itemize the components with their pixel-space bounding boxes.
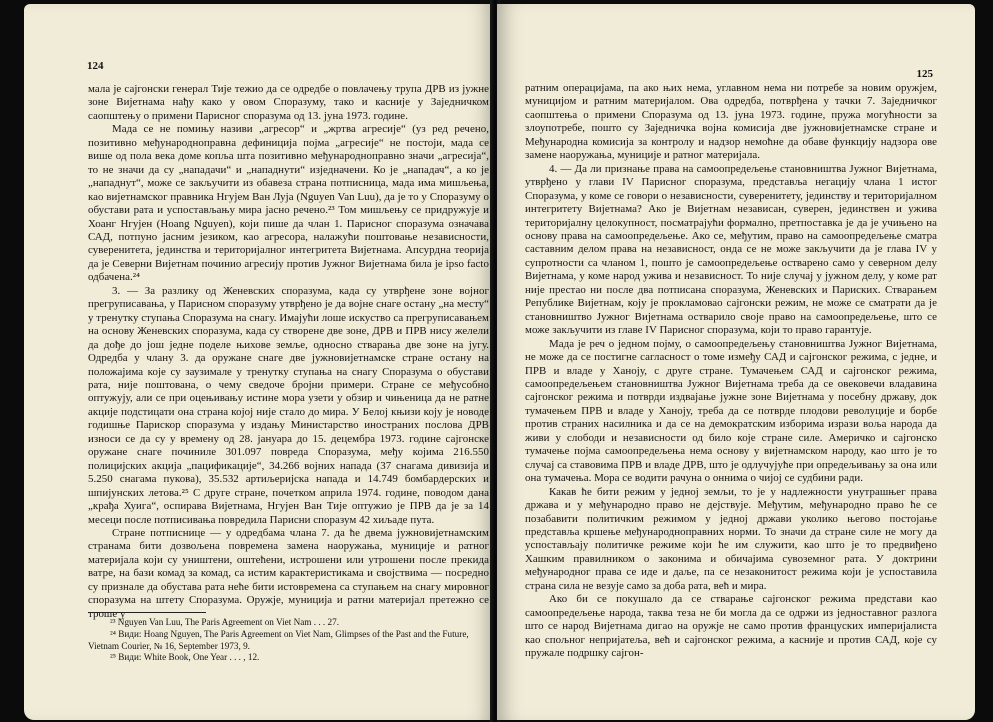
paragraph: 4. — Да ли признање права на самоопредељење становништва Јужног Вијетнама, утврђено у глави IV Парисног споразума, представља негацију члана 1 истог Споразума, у коме се говори о независности, суверенитету, јединству и територијалном интегритету Вијетнама? Ако је Вијетнам независан, суверен, јединствен и ужива територијалну целокупност, посматрајући формално, претпоставка је да је учињено на основу права на самоопредељење. Ако се, међутим, право на самоопредељење сматра саставним делом права на независност, онда се не може закључити да је глава IV у супротности са чланом 1, пошто је самоопредељење остварено само у северном делу Вијетнама, у коме народ ужива и независност. То није случај у јужном делу, у коме рат није престао ни после два потписана споразума, Женевских и Париских. Стварањем Републике Вијетнам, коју је прокламовао сајгонски режим, не може се сматрати да је становништво Јужног Вијетнама остварило своје право на самоопредељење, што се може закључити из главе IV Парисног споразума, који то право гарантује. [525, 162, 937, 337]
footnotes [88, 617, 489, 664]
left-page [24, 4, 494, 720]
footnote: ²⁴ Види: Hoang Nguyen, The Paris Agreement on Viet Nam, Glimpses of the Past and the Future, Vietnam Courier, № 16, September 1973, 9. [88, 628, 469, 651]
paragraph: мала је сајгонски генерал Тије тежио да се одредбе о повлачењу трупа ДРВ из јужне зоне Вијетнама нађу како у овом Споразуму, тако и касније у Заједничком саопштењу о примени Парисног споразума од 13. јуна 1973. године. [88, 83, 489, 122]
paragraph: ратним операцијама, па ако њих нема, углавном нема ни потребе за новим оружјем, муницијом и ратним материјалом. Ова одредба, потврђена у тачки 7. Заједничког саопштења о примени Споразума од 13. јуна 1973. године, пружа могућности за злоупотребе, пошто су Заједничка војна комисија две јужновијетнамске стране и Међународна комисија за контролу и надзор немоћне да обаве функцију надзора ове замене наоружања, муниције и ратног материјала. [525, 82, 937, 162]
left-body-text [88, 83, 489, 621]
paragraph: 3. — За разлику од Женевских споразума, када су утврђене зоне војног прегруписавања, у Парисном споразуму утврђено је да војне снаге остану „на месту“ у тренутку ступања Споразума на снагу. Имајући лоше искуство са прегруписавањем на основу Женевских споразума, када су створене две зоне, ДРВ и ПРВ нису желели да дође до још једне поделе њихове земље, односно стварања две зоне на југу. Одредба у члану 3. да оружане снаге две јужновијетнамске стране остану на положајима које су заузимале у тренутку ступања на снагу Споразума о обустави рата, није поштована, о чему сведоче бројни примери. Стране се међусобно оптужују, али се при оцењивању истине мора узети у обзир и чињеница да не ратне акције подстицати она страна којој није стало до мира. У Белој књизи коју је новоде годишње Парискор споразума у издању Министарство иностраних послова ДРВ износи се да су у времену од 28. јануара до 15. децембра 1973. године сајгонске оружане снаге починиле 301.097 повреда Споразума, међу којима 216.550 полицијских акција „пацификације“, 34.266 војних напада (37 снагама дивизија и 5.250 снагама пукова), 35.532 артиљеријска напада и 14.749 бомбардерских и шпијунских летова.²⁵ С друге стране, почетком априла 1974. године, поводом дана „крађа Хуига“, оспирава Вијетнама, Нгујен Ван Тије оптужио је ПРВ да је за 14 месеци после потписивања повредила Парисни споразум 42 хиљаде пута. [88, 284, 489, 526]
paragraph: Ако би се покушало да се стварање сајгонског режима представи као самоопредељење народа, таква теза не би могла да се одржи из једноставног разлога што се народ Вијетнама дигао на оружје не само против француских империјалиста као спољног непријатеља, већ и сајгонског режима, а касније и против САД, које су пружале подршку сајгон- [525, 593, 937, 660]
paragraph: Мада се не помињу називи „агресор“ и „жртва агресије“ (уз ред речено, позитивно међународноправна дефиниција појма „агресије“ не постоји, мада се више од пола века доме копља шта позитивно међународноправно значи „агресија“, то не значи да су „нападачи“ и „нападнути“ изједначени. Ко је „нападач“, а ко је „нападнут“, може се закључити из обавеза страна потписница, мада има мишљења, као вијетнамског правника Нгујем Ван Луја (Nguyen Van Luu), да је то у Споразуму о обустави рата и успостављању мира јасно речено.²³ Том мишљењу се придружује и Хоанг Нгујен (Hoang Nguyen), који пише да члан 1. Парисног споразума означава САД, потпуно јасним језиком, као агресора, налажући поштовање независности, суверенитета, јединства и територијалног интегритета Вијетнама. Апсурдна теорија да је Северни Вијетнам починио агресију против Јужног Вијетнама била је ipso facto одбачена.²⁴ [88, 123, 489, 284]
right-body-text [525, 82, 937, 660]
paragraph: Какав ће бити режим у једној земљи, то је у надлежности унутрашњег права држава и у међународно право не дејствује. Међутим, међународно право ће се позабавити политичким режимом у једној држави уколико његово постојање представља кршење међународноправних норми. То значи да стране силе не могу да успостављају политичке режиме који ће им служити, као што је то предвиђено Хашким правилником о законима и обичајима сувоземног рата. У доктрини међународног права се иде и даље, па се незаконитост режима који је успоставила страна сила не везује само за доба рата, већ и мира. [525, 485, 937, 592]
paragraph: Стране потписнице — у одредбама члана 7. да ће двема јужновијетнамским странама бити дозвољена повремена замена наоружања, муниције и ратног материјала који су уништени, оштећени, истрошени или утрошени после прекида ватре, на бази комад за комад, са истим карактеристикама и својствима — посредно су признале да обустава рата неће бити истовремена са ступањем на снагу мировног споразума на штету Споразума. Оружје, муниција и ратни материјал претежно се троше у [88, 526, 489, 620]
footnote: ²³ Nguyen Van Luu, The Paris Agreement on Viet Nam . . . 27. [110, 617, 339, 627]
footnote: ²⁵ Види: White Book, One Year . . . , 12. [110, 652, 260, 663]
right-page [497, 4, 975, 720]
paragraph: Мада је реч о једном појму, о самоопредељењу становништва Јужног Вијетнама, не може да се постигне сагласност о томе између САД и сајгонског режима, с једне, и ПРВ и владе у Ханоју, с друге стране. Тумачењем САД и сајгонског режима, самоопредељењем становништва Јужног Вијетнама треба да се овековечи владавина сајгонског режима и потврди издвајање јужне зоне Вијетнама у посебну државу, док тумачењем ПРВ и владе у Ханоју, треба да се потврде плодови револуције и борбе против страних насилника и да се на демократским изборима изрази воља народа да живи у слободи и независности од било које стране силе. Америчко и сајгонско тумачење појма самоопредељења нема основу у вијетнамском народу, као што је то случај са ставовима ПРВ и владе ДРВ, што је одлучујуће при опредељивању за она или она тумачења. Мора се водити рачуна о оннима о чијој се судбини ради. [525, 337, 937, 485]
page-number: 125 [916, 68, 933, 80]
footnote-rule [88, 612, 206, 613]
page-number: 124 [87, 60, 104, 72]
